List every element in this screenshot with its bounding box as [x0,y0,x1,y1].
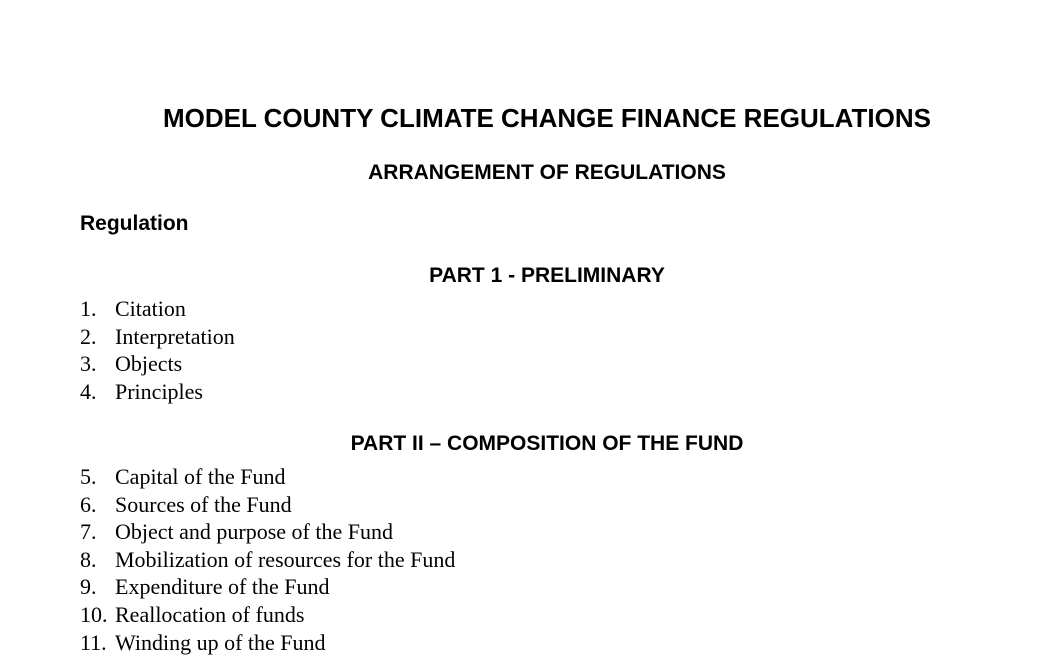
list-item [80,518,455,546]
list-item [80,350,235,378]
regulation-number: 1. [80,296,97,321]
list-item [80,629,455,657]
list-item [80,491,455,519]
regulation-title: Citation [115,296,186,321]
document-title: MODEL COUNTY CLIMATE CHANGE FINANCE REGULATIONS [163,103,931,133]
list-item [80,601,455,629]
regulation-title: Object and purpose of the Fund [115,519,393,545]
regulation-number: 6. [80,491,97,517]
regulation-title: Principles [115,378,203,404]
regulation-number: 9. [80,574,97,600]
document-subtitle: ARRANGEMENT OF REGULATIONS [368,161,726,184]
part-2-regulation-list [80,463,455,656]
regulation-number: 11. [80,629,107,655]
list-item [80,378,235,406]
part-1-heading: PART 1 - PRELIMINARY [429,264,665,287]
regulation-number: 10. [80,601,108,627]
part-2-heading: PART II – COMPOSITION OF THE FUND [350,432,744,455]
regulation-title: Objects [115,351,183,377]
regulation-title: Winding up of the Fund [115,629,326,655]
regulation-number: 7. [80,519,97,545]
regulation-number: 5. [80,464,97,489]
regulation-column-label: Regulation [80,212,189,235]
list-item [80,323,235,351]
part-1-regulation-list [80,295,235,405]
regulation-number: 3. [80,351,97,377]
regulation-title: Expenditure of the Fund [115,574,330,600]
list-item [80,546,455,574]
list-item [80,463,455,491]
regulation-title: Capital of the Fund [115,464,286,489]
regulation-number: 4. [80,378,97,404]
list-item [80,573,455,601]
regulation-title: Interpretation [115,323,235,349]
regulation-number: 8. [80,546,97,572]
regulation-title: Reallocation of funds [115,601,305,627]
list-item [80,295,235,323]
regulation-title: Sources of the Fund [115,491,292,517]
regulation-number: 2. [80,323,97,349]
regulation-title: Mobilization of resources for the Fund [115,546,456,572]
